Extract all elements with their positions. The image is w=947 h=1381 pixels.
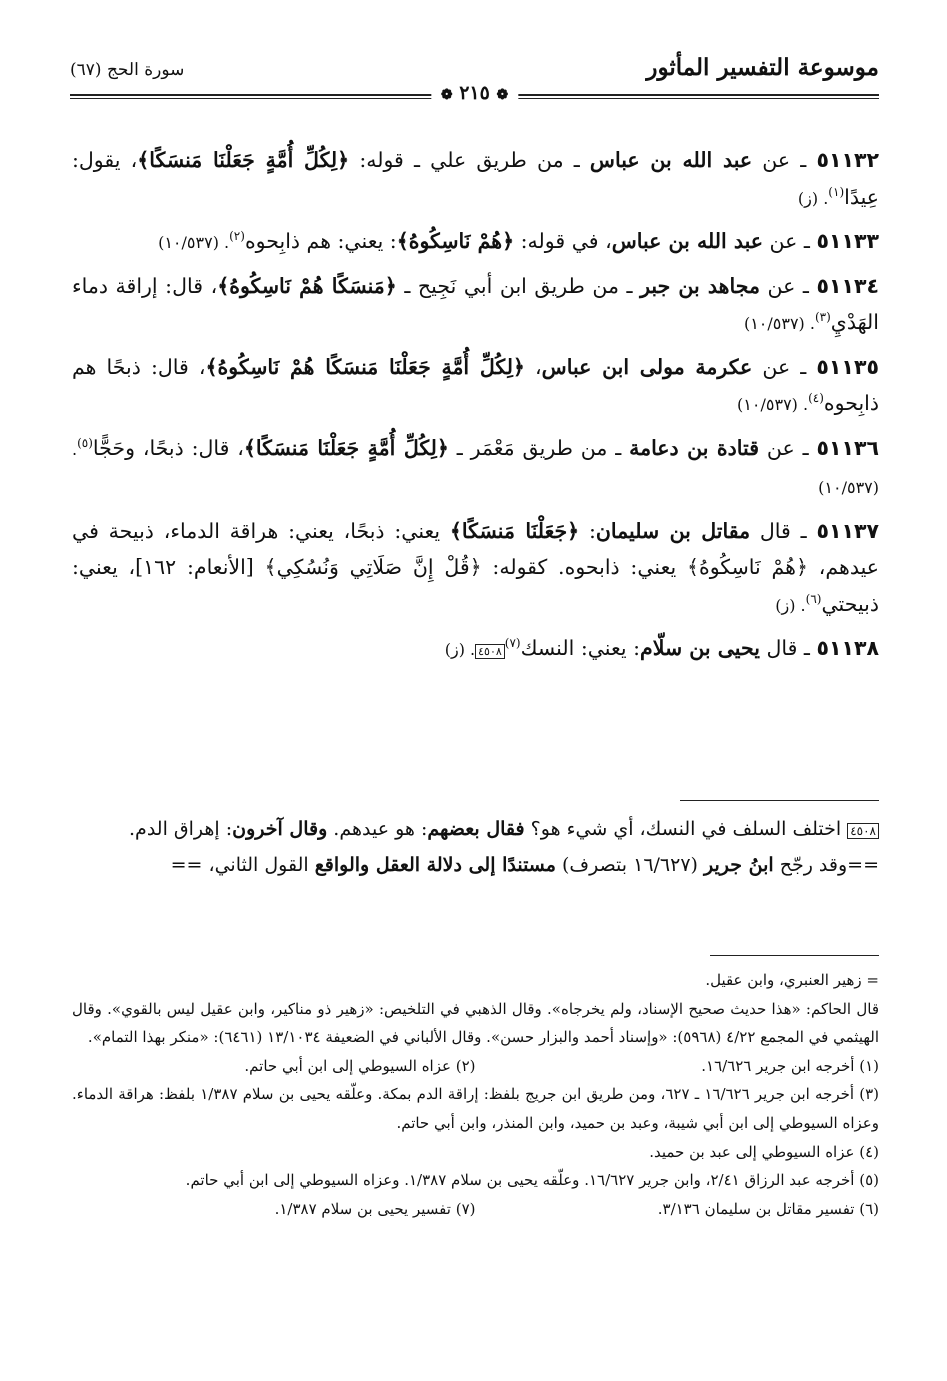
ornament-icon: ❁ <box>440 87 453 103</box>
entry-number: ٥١١٣٤ <box>816 273 879 298</box>
narrator-name: مجاهد بن جبر <box>640 273 760 298</box>
entry-text: ، يقول: عِيدًا <box>72 148 879 209</box>
ornament-icon: ❁ <box>496 87 509 103</box>
surah-label: سورة الحج (٦٧) <box>70 60 185 80</box>
entry-number: ٥١١٣٦ <box>816 435 879 460</box>
commentary-block <box>72 812 879 882</box>
commentary-bold: مستندًا إلى دلالة العقل والواقع <box>314 854 556 876</box>
page-number-block <box>431 82 518 104</box>
footnote: (٢) عزاه السيوطي إلى ابن أبي حاتم. <box>244 1056 476 1075</box>
narrator-name: عبد الله بن عباس <box>589 148 753 172</box>
entry-number: ٥١١٣٨ <box>816 636 879 660</box>
book-title: موسوعة التفسير المأثور <box>646 54 879 81</box>
commentary-text: : هو عيدهم. <box>327 818 428 840</box>
entry-text: : يعني: هم ذابِحوه <box>244 229 397 253</box>
footnote-marker: (٤) <box>808 391 824 406</box>
source-ref: . (١٠/٥٣٧) <box>72 439 879 497</box>
entry-text: ، <box>524 354 542 379</box>
commentary-bold: فقال بعضهم <box>427 818 525 840</box>
narration-entry <box>72 513 879 625</box>
entry-number: ٥١١٣٣ <box>816 229 879 253</box>
footnote: (٤) عزاه السيوطي إلى عبد بن حميد. <box>649 1142 879 1161</box>
footnote: قال الحاكم: «هذا حديث صحيح الإسناد، ولم يخرجاه». وقال الذهبي في التلخيص: «زهير ذو مناكير، وابن عقيل ليس بالقوي». وقال الهيثمي في المجمع ٤/٢٢ (٥٩٦٨): «وإسناد أحمد والبزار حسن». وقال الألباني في الضعيفة ١٣/١٠٣٤ (٦٤٦١): «منكر بهذا التمام». <box>72 999 879 1047</box>
quran-verse: ﴿لِكُلِّ أُمَّةٍ جَعَلْنَا مَنسَكًا هُمْ نَاسِكُوهُ﴾ <box>205 354 525 379</box>
entry-text: ـ عن <box>752 354 817 379</box>
commentary-text: (١٦/٦٢٧ بتصرف) <box>555 854 704 876</box>
main-text <box>72 142 879 677</box>
source-ref: . (١٠/٥٣٧) <box>737 395 809 414</box>
source-ref: . (١٠/٥٣٧) <box>158 233 230 252</box>
entry-text: ـ قال <box>750 518 817 543</box>
entry-text: ـ عن <box>763 229 817 253</box>
entry-text: ـ عن <box>759 273 817 298</box>
entry-text: ـ عن <box>759 435 817 460</box>
commentary-text: اختلف السلف في النسك، أي شيء هو؟ <box>524 818 848 840</box>
footnote-row <box>72 1195 879 1224</box>
narration-entry <box>72 223 879 262</box>
page-number: ٢١٥ <box>459 82 490 104</box>
narrator-name: قتادة بن دعامة <box>629 435 760 460</box>
entry-text: : يعني: النسك <box>520 636 641 660</box>
entry-text: ـ عن <box>752 148 817 172</box>
source-ref: . (ز) <box>775 595 806 615</box>
commentary-text: القول الثاني، == <box>170 854 315 876</box>
footnote-marker: (٧) <box>504 636 521 651</box>
footnote-row <box>72 1052 879 1081</box>
narrator-name: عكرمة مولى ابن عباس <box>541 354 753 379</box>
footnote: (٣) أخرجه ابن جرير ١٦/٦٢٦ ـ ٦٢٧، ومن طريق ابن جريج بلفظ: إراقة الدم بمكة. وعلّقه يحيى بن سلام ١/٣٨٧ بلفظ: هراقة الدماء. وعزاه السيوطي إلى ابن أبي شيبة، وعبد بن حميد، وابن المنذر، وابن أبي حاتم. <box>72 1085 880 1132</box>
source-ref: . (١٠/٥٣٧) <box>743 314 815 333</box>
source-ref: . (ز) <box>444 640 476 659</box>
entry-text: ـ من طريق مَعْمَر ـ <box>448 435 630 460</box>
commentary-number-box: ٤٥٠٨ <box>847 823 879 839</box>
footnote-marker: (٦) <box>805 591 822 606</box>
entry-text: يعني: ذبحًا، يعني: هراقة الدماء، ذبيحة في عيدهم، ﴿هُمْ نَاسِكُوهُ﴾ يعني: ذابحوه. كقوله: ﴿قُلْ إِنَّ صَلَاتِي وَنُسُكِي﴾ [الأنعام: ١٦٢]، يعني: ذبيحتي <box>72 518 880 616</box>
quran-verse: ﴿لِكُلِّ أُمَّةٍ جَعَلْنَا مَنسَكًا﴾ <box>137 148 350 172</box>
entry-text: : <box>579 518 596 543</box>
narrator-name: عبد الله بن عباس <box>611 229 764 253</box>
footnotes <box>72 966 879 1223</box>
footnote-marker: (٥) <box>77 435 93 450</box>
narration-entry <box>72 630 879 671</box>
narrator-name: مقاتل بن سليمان <box>595 518 751 543</box>
commentary-para <box>72 848 879 882</box>
narration-entry <box>72 430 879 507</box>
commentary-link-box[interactable]: ٤٥٠٨ <box>475 644 505 659</box>
commentary-text: ==وقد رجّح <box>773 854 879 876</box>
narration-entry <box>72 268 879 343</box>
footnote-marker: (١) <box>828 184 845 199</box>
narrator-name: يحيى بن سلّام <box>640 636 760 660</box>
entry-text: ـ من طريق ابن أبي نَجِيح ـ <box>396 273 641 298</box>
footnote: (٧) تفسير يحيى بن سلام ١/٣٨٧. <box>274 1199 476 1218</box>
entry-text: ـ من طريق علي ـ قوله: <box>349 148 590 172</box>
entry-text: ، قال: ذبحًا هم ذابِحوه <box>72 354 879 415</box>
commentary-para <box>72 812 879 848</box>
commentary-text: : إهراق الدم. <box>129 818 233 840</box>
entry-number: ٥١١٣٧ <box>816 518 879 543</box>
entry-text: ، قال: ذبحًا، وحَجًّا <box>92 435 244 460</box>
commentary-divider <box>680 800 879 801</box>
commentary-bold: ابنُ جرير <box>704 854 774 876</box>
quran-verse: ﴿هُمْ نَاسِكُوهُ﴾ <box>396 229 515 253</box>
entry-text: ـ قال <box>759 636 817 660</box>
commentary-bold: وقال آخرون <box>232 818 328 840</box>
source-ref: . (ز) <box>797 188 829 208</box>
narration-entry <box>72 349 879 424</box>
entry-number: ٥١١٣٢ <box>816 148 880 172</box>
footnote-divider <box>710 955 879 956</box>
footnote-marker: (٢) <box>229 229 245 244</box>
quran-verse: ﴿جَعَلْنَا مَنسَكًا﴾ <box>449 518 580 543</box>
footnote: = زهير العنبري، وابن عقيل. <box>705 971 879 989</box>
entry-text: ، في قوله: <box>514 229 612 253</box>
quran-verse: ﴿لِكُلِّ أُمَّةٍ جَعَلْنَا مَنسَكًا﴾ <box>243 435 449 460</box>
footnote: (١) أخرجه ابن جرير ١٦/٦٢٦. <box>701 1056 879 1075</box>
page-header <box>70 52 879 108</box>
narration-entry <box>72 142 879 217</box>
entry-text: ، قال: إراقة دماء الهَدْيِ <box>72 273 879 334</box>
footnote-marker: (٣) <box>814 310 831 325</box>
quran-verse: ﴿مَنسَكًا هُمْ نَاسِكُوهُ﴾ <box>217 273 397 298</box>
footnote: (٥) أخرجه عبد الرزاق ٢/٤١، وابن جرير ١٦/٦٢٧. وعلّقه يحيى بن سلام ١/٣٨٧. وعزاه السيوطي إلى ابن أبي حاتم. <box>185 1171 879 1190</box>
entry-number: ٥١١٣٥ <box>816 354 879 379</box>
footnote: (٦) تفسير مقاتل بن سليمان ٣/١٣٦. <box>657 1199 879 1218</box>
